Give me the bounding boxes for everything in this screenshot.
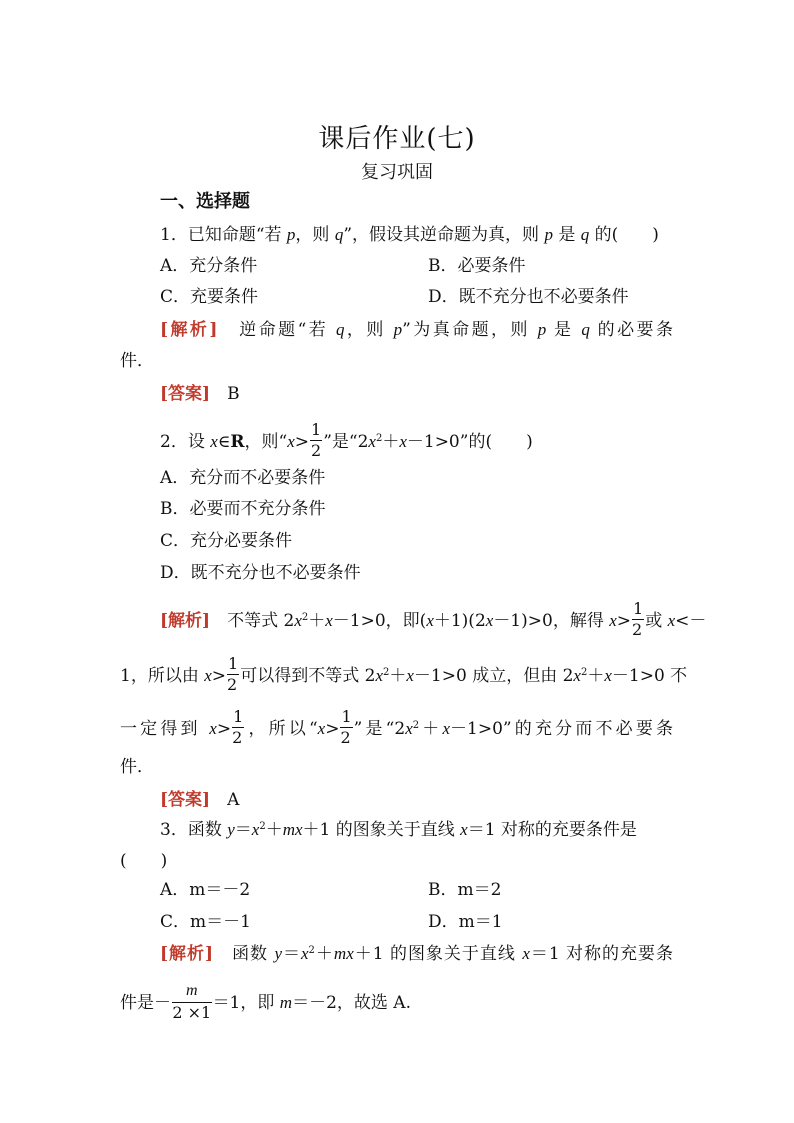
q1-analysis: [解析] 逆命题“若 q，则 p”为真命题，则 p 是 q 的必要条 (160, 320, 673, 340)
q3-option-c: C．m＝－1 (160, 912, 251, 932)
fraction-one-half: $\frac{1}{2}$ (232, 707, 244, 747)
q3-option-d: D．m＝1 (428, 912, 503, 932)
question-2-stem: 2．设 x∈R，则“x> $\frac{1}{2}$ ”是“$2x^2+x-1>0$”的( ) (160, 420, 533, 460)
q2-option-a: A．充分而不必要条件 (160, 468, 326, 488)
q3-analysis-line-2: 件是－ $\frac{m}{2 \times 1}$ ＝1，即 m＝－2，故选 A. (120, 982, 411, 1022)
question-3-stem-cont: ( ) (120, 851, 168, 871)
q2-option-d: D．既不充分也不必要条件 (160, 563, 361, 583)
fraction-one-half: $\frac{1}{2}$ (340, 707, 352, 747)
q2-analysis-line-1: [解析] 不等式 $2x^2+x-1>0$，即(x＋1)(2x－1)>0，解得 x> $\frac{1}{2}$ 或 x<－ (160, 599, 707, 639)
q2-analysis-line-2: 1，所以由 x> $\frac{1}{2}$ 可以得到不等式 $2x^2+x-1>0$ 成立，但由 $2x^2+x-1>0$ 不 (120, 654, 688, 694)
q2-option-c: C．充分必要条件 (160, 531, 293, 551)
q1-analysis-cont: 件． (120, 351, 154, 371)
page-title: 课后作业(七) (318, 124, 476, 154)
q1-option-d: D．既不充分也不必要条件 (428, 287, 629, 307)
q3-option-b: B．m＝2 (428, 880, 502, 900)
q3-option-a: A．m＝－2 (160, 880, 251, 900)
q2-analysis-line-3: 一定得到 x> $\frac{1}{2}$ ，所以“x> $\frac{1}{2}$ ”是“$2x^2+x-1>0$”的充分而不必要条 (120, 707, 673, 747)
q1-answer: [答案] B (160, 384, 240, 404)
q1-option-b: B．必要条件 (428, 256, 526, 276)
fraction-one-half: $\frac{1}{2}$ (311, 420, 322, 460)
fraction-one-half: $\frac{1}{2}$ (227, 654, 239, 694)
question-1-stem: 1．已知命题“若 p，则 q”，假设其逆命题为真，则 p 是 q 的( ) (160, 225, 659, 245)
q1-option-c: C．充要条件 (160, 287, 259, 307)
fraction-one-half: $\frac{1}{2}$ (632, 599, 644, 639)
section-heading: 一、选择题 (160, 191, 250, 212)
q2-option-b: B．必要而不充分条件 (160, 499, 326, 519)
q1-option-a: A．充分条件 (160, 256, 258, 276)
fraction-m-over-2x1: $\frac{m}{2 \times 1}$ (172, 982, 212, 1022)
q2-analysis-line-4: 件． (120, 757, 154, 777)
question-3-stem: 3．函数 $y=x^2+mx+1$ 的图象关于直线 x＝1 对称的充要条件是 (160, 820, 637, 840)
q3-analysis-line-1: [解析] 函数 $y=x^2+mx+1$ 的图象关于直线 x＝1 对称的充要条 (160, 944, 674, 964)
page-subtitle: 复习巩固 (361, 162, 433, 183)
q2-answer: [答案] A (160, 790, 240, 810)
